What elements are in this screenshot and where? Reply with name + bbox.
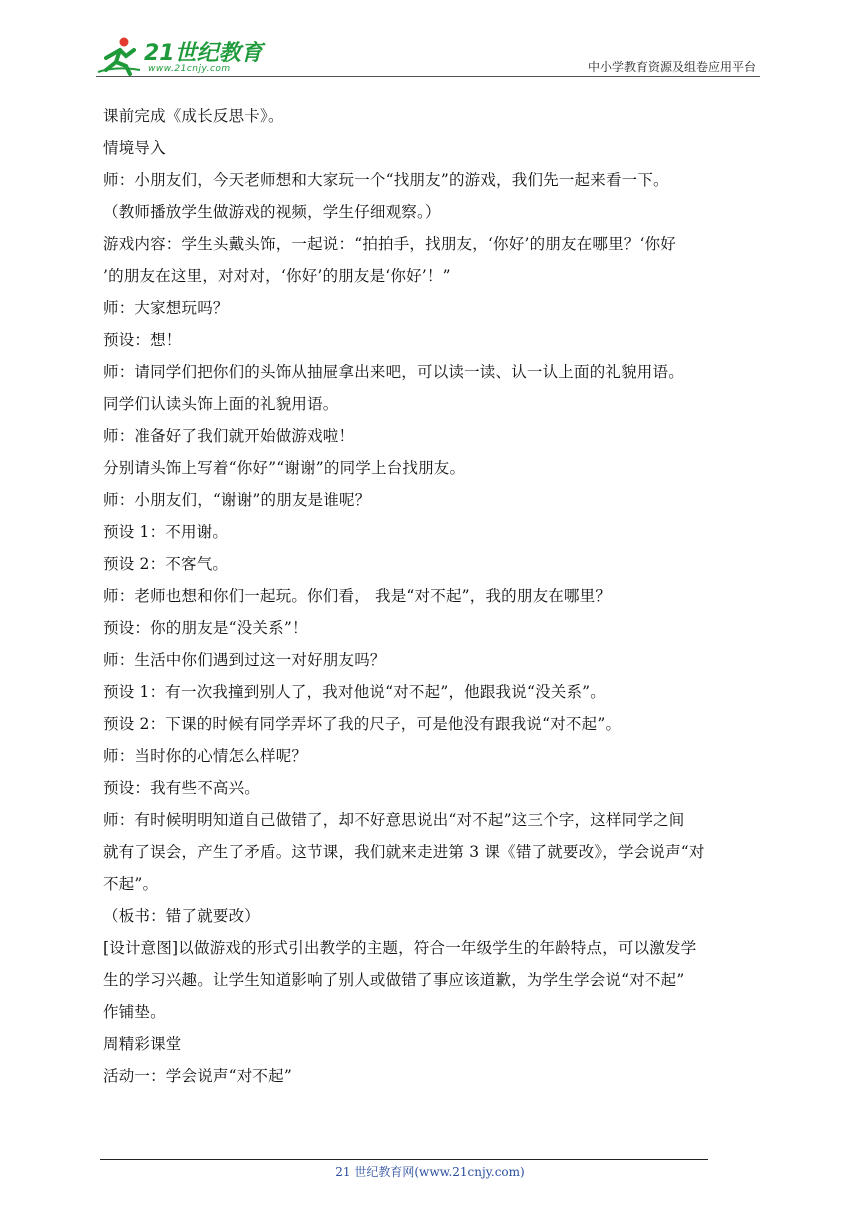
text-line: （板书：错了就要改） — [103, 907, 261, 925]
text-line: 情境导入 — [103, 139, 166, 157]
text-line: 同学们认读头饰上面的礼貌用语。 — [103, 395, 339, 413]
text-line: 生的学习兴趣。让学生知道影响了别人或做错了事应该道歉，为学生学会说“对不起” — [103, 971, 685, 989]
text-line: 游戏内容：学生头戴头饰，一起说：“拍拍手，找朋友，‘你好’的朋友在哪里？‘你好 — [103, 235, 677, 253]
text-line: 作铺垫。 — [103, 1003, 166, 1021]
text-line: 预设 1：不用谢。 — [103, 523, 229, 541]
text-line: [设计意图]以做游戏的形式引出教学的主题，符合一年级学生的年龄特点，可以激发学 — [103, 939, 697, 957]
text-line: （教师播放学生做游戏的视频，学生仔细观察。） — [103, 203, 441, 221]
text-line: 预设：我有些不高兴。 — [103, 779, 261, 797]
text-line: 师：请同学们把你们的头饰从抽屉拿出来吧，可以读一读、认一认上面的礼貌用语。 — [103, 363, 684, 381]
document-body — [103, 100, 763, 1092]
section-heading: 周精彩课堂 — [103, 1035, 182, 1053]
text-line: 预设 2：不客气。 — [103, 555, 229, 573]
text-line: ’的朋友在这里，对对对，‘你好’的朋友是‘你好’！” — [103, 267, 451, 285]
site-logo — [96, 36, 266, 76]
header-divider — [96, 76, 760, 77]
text-line: 预设：你的朋友是“没关系”！ — [103, 619, 308, 637]
text-line: 不起”。 — [103, 875, 159, 893]
text-line: 就有了误会，产生了矛盾。这节课，我们就来走进第 3 课《错了就要改》，学会说声“对 — [103, 843, 705, 861]
footer-link[interactable]: 21 世纪教育网(www.21cnjy.com) — [335, 1165, 525, 1179]
runner-icon — [96, 36, 142, 76]
text-line: 师：小朋友们，今天老师想和大家玩一个“找朋友”的游戏，我们先一起来看一下。 — [103, 171, 669, 189]
logo-name: 21世纪教育 — [144, 41, 263, 66]
logo-url: www.21cnjy.com — [148, 64, 231, 74]
footer-divider — [100, 1159, 708, 1160]
text-line: 预设：想！ — [103, 331, 182, 349]
text-line: 师：有时候明明知道自己做错了，却不好意思说出“对不起”这三个字，这样同学之间 — [103, 811, 685, 829]
activity-heading: 活动一：学会说声“对不起” — [103, 1067, 292, 1085]
text-line: 师：老师也想和你们一起玩。你们看， 我是“对不起”，我的朋友在哪里？ — [103, 587, 612, 605]
header-platform-text: 中小学教育资源及组卷应用平台 — [587, 60, 756, 74]
text-line: 分别请头饰上写着“你好”“谢谢”的同学上台找朋友。 — [103, 459, 466, 477]
text-line: 课前完成《成长反思卡》。 — [103, 107, 284, 125]
text-line: 师：生活中你们遇到过这一对好朋友吗？ — [103, 651, 386, 669]
text-line: 师：小朋友们，“谢谢”的朋友是谁呢？ — [103, 491, 371, 509]
text-line: 预设 2：下课的时候有同学弄坏了我的尺子，可是他没有跟我说“对不起”。 — [103, 715, 622, 733]
page-header — [96, 28, 760, 80]
text-line: 预设 1：有一次我撞到别人了，我对他说“对不起”，他跟我说“没关系”。 — [103, 683, 606, 701]
text-line: 师：当时你的心情怎么样呢？ — [103, 747, 308, 765]
text-line: 师：准备好了我们就开始做游戏啦！ — [103, 427, 355, 445]
text-line: 师：大家想玩吗？ — [103, 299, 229, 317]
